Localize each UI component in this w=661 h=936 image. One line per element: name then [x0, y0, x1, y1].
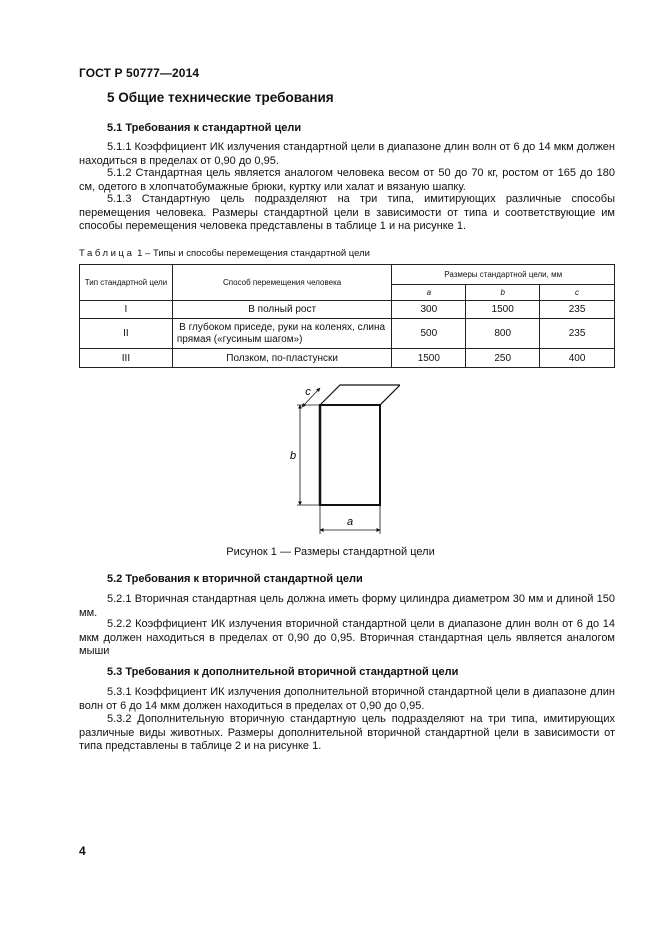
table-cell-method: Ползком, по-пластунски — [172, 349, 392, 368]
page-number: 4 — [79, 844, 86, 858]
paragraph-5-1-3: 5.1.3 Стандартную цель подразделяют на три типа, имитирующих различные способы перемещения человека. Размеры стандартной цели в зависимости от типа и соответствующие им способы перемещения человека представлены в таблице 1 и на рисунке 1. — [79, 193, 615, 232]
table-cell-a: 300 — [392, 301, 466, 319]
paragraph-5-3-1: 5.3.1 Коэффициент ИК излучения дополнительной вторичной стандартной цели в диапазоне длин волн от 6 до 14 мкм должен находиться в пределах от 0,90 до 0,95. — [79, 686, 615, 712]
table-cell-a: 1500 — [392, 349, 466, 368]
table-cell-type: II — [80, 319, 173, 349]
table-cell-c: 235 — [540, 319, 615, 349]
dimension-label-a: a — [346, 516, 354, 528]
paragraph-5-2-2: 5.2.2 Коэффициент ИК излучения вторичной стандартной цели в диапазоне длин волн от 6 до 14 мкм должен находиться в пределах от 0,90 до 0,95. Вторичная стандартная цель является аналогом мыши — [79, 618, 615, 657]
table-cell-b: 250 — [466, 349, 540, 368]
paragraph-5-1-1: 5.1.1 Коэффициент ИК излучения стандартной цели в диапазоне длин волн от 6 до 14 мкм должен находиться в пределах от 0,90 до 0,95. — [79, 141, 615, 167]
table-row — [80, 349, 615, 368]
table-cell-b: 800 — [466, 319, 540, 349]
subsection-5-2-title: 5.2 Требования к вторичной стандартной цели — [107, 573, 363, 585]
table-caption-word: Таблица — [79, 248, 135, 259]
subsection-5-1-title: 5.1 Требования к стандартной цели — [107, 122, 302, 134]
box-front-face — [320, 405, 380, 505]
paragraph-5-1-2: 5.1.2 Стандартная цель является аналогом человека весом от 50 до 70 кг, ростом от 165 до 180 см, одетого в хлопчатобумажные брюки, куртку или халат и вязаную шапку. — [79, 167, 615, 193]
table-header-b: b — [466, 285, 540, 301]
document-id-header: ГОСТ Р 50777—2014 — [79, 66, 200, 80]
table-cell-method: В глубоком приседе, руки на коленях, слина прямая («гусиным шагом») — [172, 319, 392, 349]
table-header-a: a — [392, 285, 466, 301]
table-row — [80, 301, 615, 319]
table-cell-method: В полный рост — [172, 301, 392, 319]
table-header-dims: Размеры стандартной цели, мм — [392, 265, 615, 285]
table-row — [80, 319, 615, 349]
table-cell-type: III — [80, 349, 173, 368]
dimension-label-b: b — [289, 450, 297, 462]
figure-1-caption: Рисунок 1 — Размеры стандартной цели — [226, 546, 435, 558]
table-cell-b: 1500 — [466, 301, 540, 319]
paragraph-5-3-2: 5.3.2 Дополнительную вторичную стандартную цель подразделяют на три типа, имитирующих различные виды животных. Размеры дополнительной вторичной стандартной цели в зависимости от типа представлены в таблице 2 и на рисунке 1. — [79, 713, 615, 752]
table-header-c: c — [540, 285, 615, 301]
table-cell-a: 500 — [392, 319, 466, 349]
table-header-method: Способ перемещения человека — [172, 265, 392, 301]
dimension-label-c: c — [305, 386, 311, 398]
figure-1-diagram — [280, 378, 400, 543]
subsection-5-3-title: 5.3 Требования к дополнительной вторичной стандартной цели — [107, 666, 459, 678]
box-top-face — [320, 385, 400, 405]
table-caption-text: 1 – Типы и способы перемещения стандартной цели — [134, 248, 370, 259]
table-1 — [79, 264, 615, 368]
table-cell-c: 235 — [540, 301, 615, 319]
table-header-type: Тип стандартной цели — [80, 265, 173, 301]
table-cell-type: I — [80, 301, 173, 319]
section-title: 5 Общие технические требования — [107, 90, 334, 105]
table-1-caption — [79, 248, 370, 259]
target-box-diagram — [280, 378, 400, 538]
paragraph-5-2-1: 5.2.1 Вторичная стандартная цель должна иметь форму цилиндра диаметром 30 мм и длиной 150 мм. — [79, 593, 615, 619]
table-cell-c: 400 — [540, 349, 615, 368]
